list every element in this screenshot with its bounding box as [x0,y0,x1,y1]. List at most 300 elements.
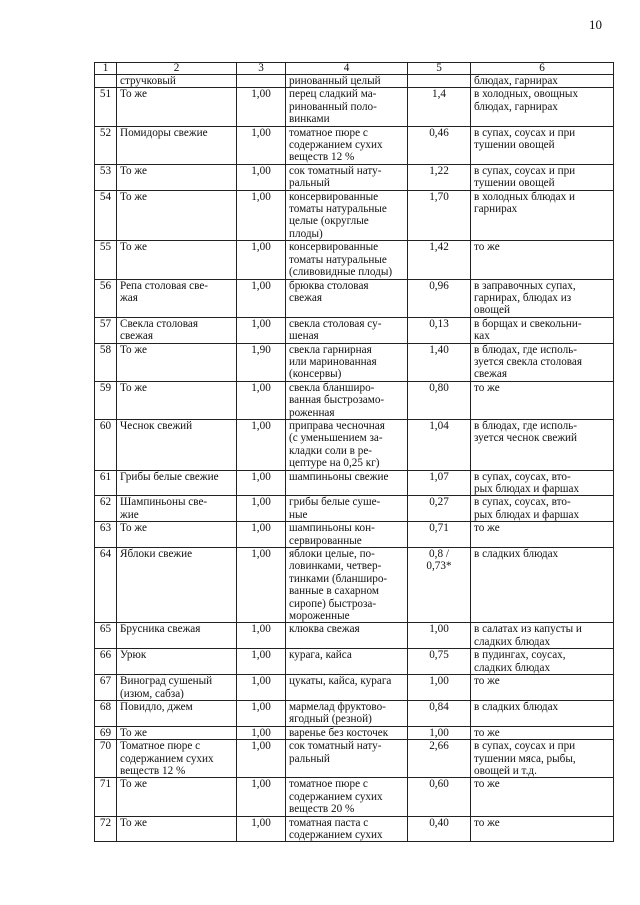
usage-note [471,740,614,778]
table-row [95,279,614,317]
usage-note-line: в холодных, овощных [474,88,579,101]
equivalence-ratio [408,700,471,726]
header-cell: 5 [408,63,471,75]
replacement-product [286,190,408,241]
product-name [117,740,237,778]
replacement-product-line: тинками (бланширо- [289,572,388,585]
usage-note-line: в супах, соусах и при [474,126,576,139]
product-name-line: Урюк [120,649,147,662]
usage-note [471,778,614,816]
product-name [117,700,237,726]
equivalence-ratio [408,649,471,675]
product-name [117,164,237,190]
replacement-product [286,381,408,419]
usage-note [471,522,614,548]
product-name [117,343,237,381]
product-name-line: свежая [120,330,153,343]
row-number: 67 [95,675,117,701]
equivalence-ratio [408,343,471,381]
replacement-product-line: томатное пюре с [289,126,368,139]
replacement-product-line: ринованный поло- [289,100,377,113]
usage-note [471,88,614,126]
product-name [117,548,237,623]
product-name [117,419,237,470]
coefficient: 1,00 [237,126,286,164]
row-number: 68 [95,700,117,726]
row-number: 59 [95,381,117,419]
product-name [117,778,237,816]
row-number: 66 [95,649,117,675]
equivalence-ratio-line: 0,96 [429,279,449,292]
replacement-product [286,675,408,701]
equivalence-ratio-line: 1,00 [429,675,449,688]
product-name-line: Виноград сушеный [120,675,213,688]
equivalence-ratio-line: 0,13 [429,317,449,330]
usage-note-line: в борщах и свекольни- [474,317,582,330]
product-name [117,279,237,317]
equivalence-ratio-line: 0,73* [426,560,452,573]
row-number: 71 [95,778,117,816]
usage-note-line: тушении мяса, рыбы, [474,752,576,765]
product-name-line: (изюм, сабза) [120,687,184,700]
row-number: 72 [95,816,117,842]
row-number [95,75,117,88]
product-name-line: жая [120,291,138,304]
usage-note-line: ках [474,330,490,343]
coefficient [237,75,286,88]
usage-note [471,419,614,470]
equivalence-ratio-line: 1,70 [429,190,449,203]
coefficient: 1,00 [237,190,286,241]
equivalence-ratio [408,241,471,279]
equivalence-ratio-line: 1,07 [429,470,449,483]
product-name [117,126,237,164]
usage-note-line: то же [474,381,500,394]
usage-note [471,548,614,623]
equivalence-ratio-line: 1,22 [429,164,449,177]
replacement-product-line: сиропе) быстроза- [289,597,377,610]
usage-note-line: в заправочных супах, [474,279,576,292]
usage-note-line: гарнирах [474,203,518,216]
coefficient: 1,00 [237,623,286,649]
replacement-product-line: курага, кайса [289,649,352,662]
product-name-line: веществ 12 % [120,764,186,777]
replacement-product [286,75,408,88]
row-number: 58 [95,343,117,381]
table-row [95,381,614,419]
row-number: 63 [95,522,117,548]
usage-note-line: в блюдах, где исполь- [474,419,577,432]
equivalence-ratio-line: 0,46 [429,126,449,139]
replacement-product-line: ловинками, четвер- [289,560,382,573]
usage-note-line: в сладких блюдах [474,548,559,561]
table-row [95,190,614,241]
table-row [95,241,614,279]
table-row [95,740,614,778]
equivalence-ratio [408,726,471,739]
replacement-product-line: цептуре на 0,25 кг) [289,457,380,470]
product-name-line: То же [120,816,147,829]
table-row [95,816,614,842]
replacement-product-line: грибы белые суше- [289,496,381,509]
table-row [95,343,614,381]
replacement-product-line: (сливовидные плоды) [289,266,393,279]
row-number: 56 [95,279,117,317]
replacement-product-line: варенье без косточек [289,726,389,739]
usage-note-line: то же [474,522,500,535]
replacement-product-line: брюква столовая [289,279,369,292]
usage-note-line: гарнирах, блюдах из [474,291,572,304]
coefficient: 1,00 [237,522,286,548]
product-name-line: То же [120,164,147,177]
replacement-product-line: винками [289,113,330,126]
usage-note-line: тушении овощей [474,139,555,152]
replacement-product-line: мороженные [289,610,350,623]
equivalence-ratio-line: 1,00 [429,726,449,739]
equivalence-ratio [408,126,471,164]
product-name-line: То же [120,726,147,739]
product-name-line: Брусника свежая [120,623,201,636]
usage-note-line: сладких блюдах [474,661,551,674]
row-number: 51 [95,88,117,126]
usage-note-line: в пудингах, соусах, [474,649,566,662]
table-row [95,164,614,190]
replacement-product-line: яблоки целые, по- [289,548,375,561]
usage-note [471,126,614,164]
replacement-product-line: ральный [289,177,330,190]
usage-note-line: свежая [474,368,507,381]
product-name [117,649,237,675]
usage-note-line: в салатах из капусты и [474,623,582,636]
product-name-line: стручковый [120,75,176,87]
replacement-product [286,419,408,470]
equivalence-ratio-line: 0,60 [429,778,449,791]
equivalence-ratio-line: 1,42 [429,241,449,254]
replacement-product-line: целые (округлые [289,215,369,228]
coefficient: 1,00 [237,470,286,496]
equivalence-ratio-line: 0,27 [429,496,449,509]
product-name-line: Яблоки свежие [120,548,193,561]
equivalence-ratio [408,317,471,343]
replacement-product-line: консервированные [289,241,379,254]
usage-note-line: то же [474,726,500,739]
table-row [95,778,614,816]
equivalence-ratio-line: 0,40 [429,816,449,829]
replacement-product [286,816,408,842]
equivalence-ratio [408,675,471,701]
usage-note [471,75,614,88]
product-name-line: То же [120,241,147,254]
usage-note-line: то же [474,241,500,254]
product-name [117,75,237,88]
usage-note [471,164,614,190]
row-number: 69 [95,726,117,739]
usage-note-line: в супах, соусах и при [474,740,576,753]
replacement-product-line: свекла столовая су- [289,317,382,330]
equivalence-ratio-line: 2,66 [429,740,449,753]
equivalence-ratio-line: 0,75 [429,649,449,662]
replacement-product-line: или маринованная [289,355,377,368]
replacement-product-line: цукаты, кайса, курага [289,675,392,688]
usage-note [471,726,614,739]
row-number: 52 [95,126,117,164]
coefficient: 1,00 [237,88,286,126]
replacement-product-line: ральный [289,752,330,765]
header-cell: 1 [95,63,117,75]
replacement-product-line: сок томатный нату- [289,740,382,753]
coefficient: 1,00 [237,700,286,726]
header-cell: 4 [286,63,408,75]
replacement-product-line: шампиньоны свежие [289,470,389,483]
replacement-product [286,279,408,317]
replacement-product-line: содержанием сухих [289,139,383,152]
equivalence-ratio [408,740,471,778]
replacement-product [286,126,408,164]
usage-note [471,343,614,381]
product-name-line: То же [120,381,147,394]
equivalence-ratio-line [411,75,467,87]
replacement-product-line: веществ 12 % [289,151,355,164]
replacement-product-line: томатная паста с [289,816,369,829]
product-name-line: Повидло, джем [120,700,193,713]
replacement-product [286,740,408,778]
table-header-row [95,63,614,75]
usage-note-line: рых блюдах и фаршах [474,508,580,521]
table-row [95,700,614,726]
table-row [95,649,614,675]
replacement-product [286,726,408,739]
replacement-product-line: томаты натуральные [289,203,387,216]
product-name-line: Томатное пюре с [120,740,201,753]
equivalence-ratio [408,470,471,496]
table-row [95,522,614,548]
equivalence-ratio [408,75,471,88]
product-name-line: То же [120,190,147,203]
usage-note-line: рых блюдах и фаршах [474,483,580,495]
replacement-product-line: томатное пюре с [289,778,368,791]
replacement-product-line: шампиньоны кон- [289,522,375,535]
replacement-product [286,241,408,279]
coefficient: 1,00 [237,675,286,701]
product-name-line: То же [120,343,147,356]
usage-note-line: тушении овощей [474,177,555,190]
replacement-product-line: томаты натуральные [289,253,387,266]
product-name [117,496,237,522]
replacement-product-line: содержанием сухих [289,790,383,803]
product-name [117,88,237,126]
table-row [95,75,614,88]
replacement-product-line: мармелад фруктово- [289,700,386,713]
coefficient: 1,00 [237,279,286,317]
equivalence-ratio [408,816,471,842]
coefficient: 1,00 [237,241,286,279]
table-row [95,88,614,126]
equivalence-ratio-line: 1,40 [429,343,449,356]
header-cell: 6 [471,63,614,75]
usage-note-line: блюдах, гарнирах [474,100,558,113]
replacement-product-line: кладки соли в ре- [289,444,373,457]
replacement-product-line: свежая [289,291,322,304]
page-number: 10 [589,17,602,32]
product-name-line: Помидоры свежие [120,126,208,139]
usage-note-line: овощей и т.д. [474,764,537,777]
row-number: 57 [95,317,117,343]
replacement-product-line: веществ 20 % [289,803,355,816]
product-name-line: Чеснок свежий [120,419,193,432]
replacement-product [286,470,408,496]
product-name [117,317,237,343]
table-row [95,470,614,496]
coefficient: 1,00 [237,419,286,470]
replacement-product-line: ные [289,508,308,521]
table-row [95,548,614,623]
replacement-product-line: свекла гарнирная [289,343,372,356]
header-cell: 3 [237,63,286,75]
usage-note [471,241,614,279]
coefficient: 1,00 [237,164,286,190]
replacement-product-line: сервированные [289,534,362,547]
product-name-line: То же [120,88,147,101]
product-name [117,190,237,241]
row-number: 53 [95,164,117,190]
equivalence-ratio [408,522,471,548]
replacement-product [286,88,408,126]
product-name-line: Шампиньоны све- [120,496,208,509]
usage-note [471,700,614,726]
table-row [95,419,614,470]
usage-note [471,649,614,675]
coefficient: 1,00 [237,778,286,816]
usage-note-line: то же [474,675,500,688]
replacement-product-line: ванная быстрозамо- [289,394,385,407]
row-number: 61 [95,470,117,496]
replacement-product-line: содержанием сухих [289,828,383,841]
equivalence-ratio-line: 1,00 [429,623,449,636]
coefficient: 1,00 [237,496,286,522]
usage-note-line: в супах, соусах, вто- [474,496,571,509]
coefficient: 1,00 [237,816,286,842]
replacement-product-line: консервированные [289,190,379,203]
row-number: 54 [95,190,117,241]
product-name [117,816,237,842]
replacement-product-line: (с уменьшением за- [289,432,383,445]
row-number: 60 [95,419,117,470]
row-number: 62 [95,496,117,522]
row-number: 55 [95,241,117,279]
product-name-line: Свекла столовая [120,317,199,330]
equivalence-ratio [408,623,471,649]
equivalence-ratio [408,381,471,419]
usage-note-line: в супах, соусах и при [474,164,576,177]
usage-note-line: овощей [474,304,510,317]
product-name-line: То же [120,522,147,535]
row-number: 70 [95,740,117,778]
coefficient: 1,00 [237,381,286,419]
product-name-line: Репа столовая све- [120,279,209,292]
usage-note-line: то же [474,816,500,829]
equivalence-ratio [408,548,471,623]
usage-note-line: сладких блюдах [474,635,551,648]
equivalence-ratio [408,496,471,522]
equivalence-ratio-line: 0,84 [429,700,449,713]
usage-note-line: то же [474,778,500,791]
usage-note-line: зуется свекла столовая [474,355,583,368]
usage-note-line: зуется чеснок свежий [474,432,578,445]
usage-note-line: блюдах, гарнирах [474,75,558,87]
usage-note [471,381,614,419]
replacement-product-line: перец сладкий ма- [289,88,377,101]
equivalence-ratio-line: 0,8 / [429,548,449,561]
replacement-product [286,496,408,522]
product-name [117,726,237,739]
equivalence-ratio [408,419,471,470]
table-row [95,726,614,739]
usage-note-line: в блюдах, где исполь- [474,343,577,356]
product-name [117,470,237,496]
usage-note [471,190,614,241]
replacement-product-line: клюква свежая [289,623,360,636]
equivalence-ratio [408,279,471,317]
product-name-line: То же [120,778,147,791]
equivalence-ratio [408,778,471,816]
coefficient: 1,00 [237,726,286,739]
replacement-product [286,649,408,675]
replacement-product [286,522,408,548]
replacement-product [286,343,408,381]
equivalence-ratio [408,164,471,190]
replacement-product-line: (консервы) [289,368,342,381]
replacement-product-line: сок томатный нату- [289,164,382,177]
product-name [117,623,237,649]
substitution-table [94,62,614,842]
usage-note [471,317,614,343]
table-row [95,496,614,522]
equivalence-ratio-line: 0,71 [429,522,449,535]
replacement-product-line: свекла бланширо- [289,381,375,394]
product-name [117,522,237,548]
row-number: 65 [95,623,117,649]
replacement-product [286,164,408,190]
replacement-product-line: шеная [289,330,319,343]
table-row [95,126,614,164]
row-number: 64 [95,548,117,623]
table-row [95,317,614,343]
product-name-line: жие [120,508,139,521]
product-name [117,381,237,419]
coefficient: 1,00 [237,548,286,623]
replacement-product [286,778,408,816]
replacement-product-line: ринованный целый [289,75,381,87]
usage-note-line: в супах, соусах, вто- [474,470,571,483]
table-row [95,623,614,649]
table-row [95,675,614,701]
product-name-line: Грибы белые свежие [120,470,219,483]
usage-note [471,279,614,317]
coefficient: 1,00 [237,649,286,675]
product-name [117,675,237,701]
replacement-product [286,317,408,343]
replacement-product-line: плоды) [289,227,323,240]
usage-note [471,816,614,842]
replacement-product-line: приправа чесночная [289,419,385,432]
equivalence-ratio [408,190,471,241]
product-name-line: содержанием сухих [120,752,214,765]
usage-note-line: в холодных блюдах и [474,190,575,203]
replacement-product-line: ванные в сахарном [289,585,379,598]
usage-note [471,675,614,701]
coefficient: 1,90 [237,343,286,381]
usage-note [471,623,614,649]
